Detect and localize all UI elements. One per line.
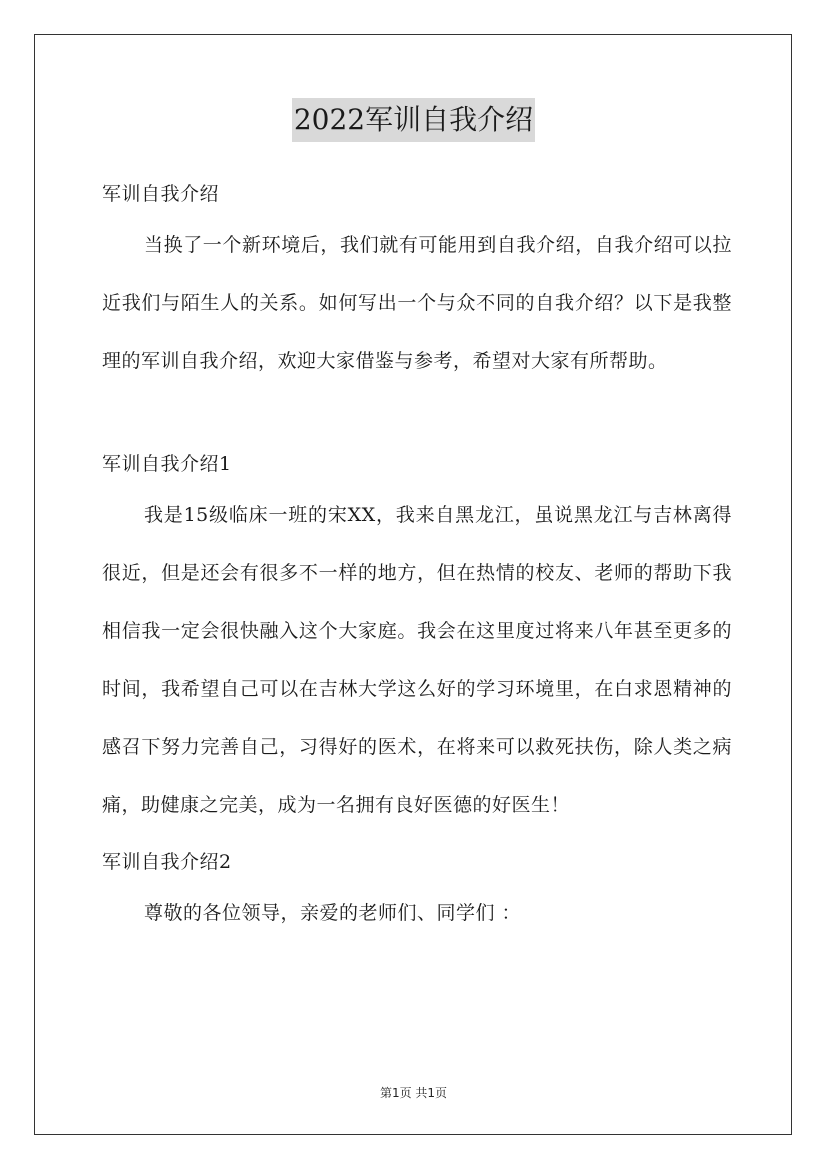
document-title: 2022军训自我介绍 [292, 98, 535, 142]
document-body [102, 172, 732, 942]
section-heading-intro: 军训自我介绍 [102, 183, 220, 205]
section-1-paragraph: 我是15级临床一班的宋XX，我来自黑龙江，虽说黑龙江与吉林离得很近，但是还会有很多不一样的地方，但在热情的校友、老师的帮助下我相信我一定会很快融入这个大家庭。我会在这里度过将来八年甚至更多的时间，我希望自己可以在吉林大学这么好的学习环境里，在白求恩精神的感召下努力完善自己，习得好的医术，在将来可以救死扶伤，除人类之病痛，助健康之完美，成为一名拥有良好医德的好医生！ [102, 504, 732, 816]
page-footer: 第1页 共1页 [379, 1086, 448, 1100]
section-2-paragraph: 尊敬的各位领导，亲爱的老师们、同学们 ： [144, 902, 522, 924]
intro-paragraph: 当换了一个新环境后，我们就有可能用到自我介绍，自我介绍可以拉近我们与陌生人的关系。如何写出一个与众不同的自我介绍？以下是我整理的军训自我介绍，欢迎大家借鉴与参考，希望对大家有所帮助。 [102, 234, 732, 372]
spacer [102, 390, 732, 442]
section-heading-2: 军训自我介绍2 [102, 851, 232, 873]
section-heading-1: 军训自我介绍1 [102, 453, 232, 475]
title-container [0, 98, 827, 142]
